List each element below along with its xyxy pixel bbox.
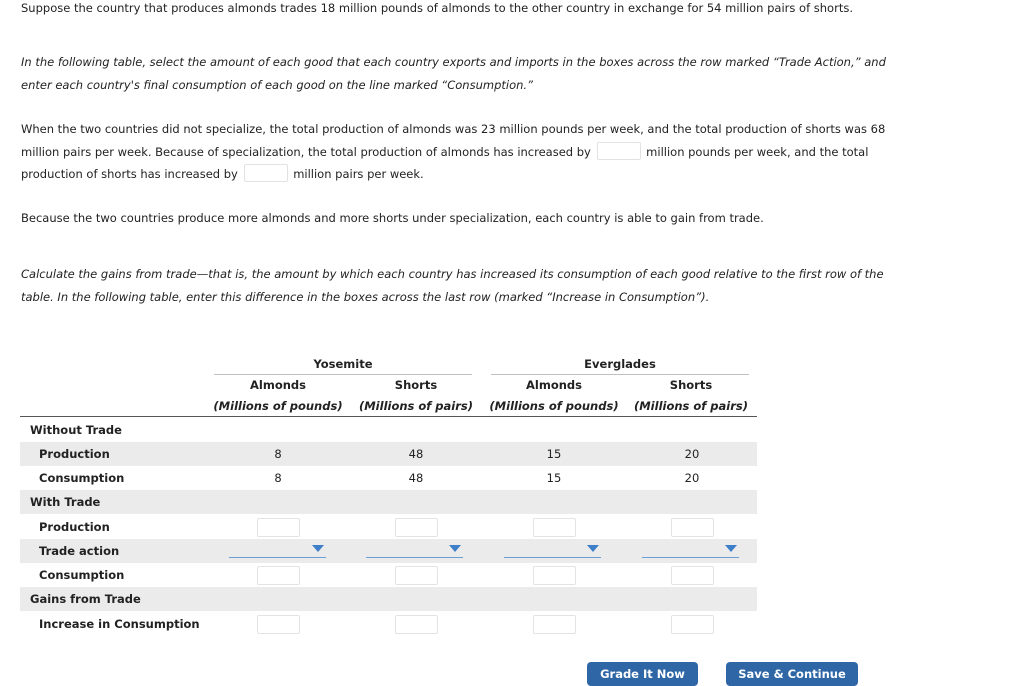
cell-everglades-almonds-consumption: 15 xyxy=(546,471,562,485)
input-yosemite-almonds-consumption[interactable] xyxy=(257,566,300,585)
col-header-yosemite-almonds: Almonds xyxy=(250,378,306,392)
cell-everglades-shorts-production: 20 xyxy=(684,447,700,461)
input-everglades-almonds-production[interactable] xyxy=(533,518,576,537)
cell-yosemite-almonds-consumption: 8 xyxy=(274,471,282,485)
input-everglades-shorts-production[interactable] xyxy=(671,518,714,537)
dropdown-yosemite-shorts-trade[interactable] xyxy=(366,543,463,558)
cell-yosemite-shorts-production: 48 xyxy=(408,447,424,461)
row-increase-in-consumption xyxy=(20,612,757,636)
chevron-down-icon xyxy=(312,545,324,552)
gain-statement: Because the two countries produce more almonds and more shorts under specialization, each country is able to gain from trade. xyxy=(21,211,764,225)
dropdown-yosemite-almonds-trade[interactable] xyxy=(229,543,326,558)
input-everglades-shorts-increase[interactable] xyxy=(671,615,714,634)
input-yosemite-shorts-increase[interactable] xyxy=(395,615,438,634)
row-label-increase: Increase in Consumption xyxy=(39,617,200,631)
dropdown-everglades-almonds-trade[interactable] xyxy=(504,543,601,558)
row-consumption-without-trade xyxy=(20,466,757,490)
col-header-everglades-shorts: Shorts xyxy=(669,378,713,392)
input-everglades-almonds-consumption[interactable] xyxy=(533,566,576,585)
row-production-without-trade xyxy=(20,442,757,466)
gains-instructions: Calculate the gains from trade—that is, the amount by which each country has increased its consumption of each good relative to the first row of the table. In the following table, enter this difference in the boxes across the last row (marked “Increase in Consumption”). xyxy=(21,267,884,304)
unit-yosemite-shorts: (Millions of pairs) xyxy=(358,399,474,413)
header-rule xyxy=(20,416,757,417)
unit-everglades-almonds: (Millions of pounds) xyxy=(489,399,619,413)
input-yosemite-shorts-production[interactable] xyxy=(395,518,438,537)
chevron-down-icon xyxy=(725,545,737,552)
row-with-trade xyxy=(20,490,757,514)
chevron-down-icon xyxy=(587,545,599,552)
grade-it-now-button[interactable]: Grade It Now xyxy=(587,662,698,686)
col-header-yosemite-shorts: Shorts xyxy=(394,378,438,392)
row-label-consumption: Consumption xyxy=(39,471,125,485)
unit-everglades-shorts: (Millions of pairs) xyxy=(633,399,749,413)
row-label-with-trade: With Trade xyxy=(30,495,101,509)
chevron-down-icon xyxy=(449,545,461,552)
almonds-increase-input[interactable] xyxy=(597,142,641,160)
cell-yosemite-almonds-production: 8 xyxy=(274,447,282,461)
input-everglades-shorts-consumption[interactable] xyxy=(671,566,714,585)
dropdown-everglades-shorts-trade[interactable] xyxy=(642,543,739,558)
table-instructions: In the following table, select the amount of each good that each country exports and imports in the boxes across the row marked “Trade Action,” and enter each country's final consumption of each good on the line marked “Consumption.” xyxy=(21,55,886,92)
col-header-everglades-almonds: Almonds xyxy=(526,378,582,392)
row-label-production: Production xyxy=(39,447,110,461)
country-header-everglades: Everglades xyxy=(584,357,656,371)
row-label-production-with-trade: Production xyxy=(39,520,110,534)
cell-yosemite-shorts-consumption: 48 xyxy=(408,471,424,485)
row-without-trade xyxy=(20,418,757,442)
shorts-increase-input[interactable] xyxy=(244,164,288,182)
input-yosemite-almonds-increase[interactable] xyxy=(257,615,300,634)
row-trade-action xyxy=(20,539,757,563)
unit-yosemite-almonds: (Millions of pounds) xyxy=(213,399,343,413)
input-everglades-almonds-increase[interactable] xyxy=(533,615,576,634)
specialization-paragraph xyxy=(21,118,901,186)
row-production-with-trade xyxy=(20,515,757,539)
row-label-gains-from-trade: Gains from Trade xyxy=(30,592,141,606)
row-label-consumption-with-trade: Consumption xyxy=(39,568,125,582)
yosemite-underline xyxy=(214,374,472,375)
save-continue-button[interactable]: Save & Continue xyxy=(726,662,858,686)
row-label-without-trade: Without Trade xyxy=(30,423,122,437)
specialization-text-c: million pairs per week. xyxy=(293,167,424,181)
specialization-text-b: million pounds per week, and the total production of shorts has increased by xyxy=(21,144,869,181)
cell-everglades-almonds-production: 15 xyxy=(546,447,562,461)
row-consumption-with-trade xyxy=(20,563,757,587)
question-intro: Suppose the country that produces almonds trades 18 million pounds of almonds to the other country in exchange for 54 million pairs of shorts. xyxy=(21,1,853,15)
row-label-trade-action: Trade action xyxy=(39,544,120,558)
country-header-yosemite: Yosemite xyxy=(313,357,373,371)
row-gains-from-trade xyxy=(20,587,757,611)
input-yosemite-shorts-consumption[interactable] xyxy=(395,566,438,585)
input-yosemite-almonds-production[interactable] xyxy=(257,518,300,537)
everglades-underline xyxy=(491,374,749,375)
specialization-text-a: When the two countries did not specialize, the total production of almonds was 23 million pounds per week, and the total production of shorts was 68 million pairs per week. Because of specialization, the total production of almonds has increased by xyxy=(21,122,886,159)
cell-everglades-shorts-consumption: 20 xyxy=(684,471,700,485)
trade-table xyxy=(20,355,758,637)
